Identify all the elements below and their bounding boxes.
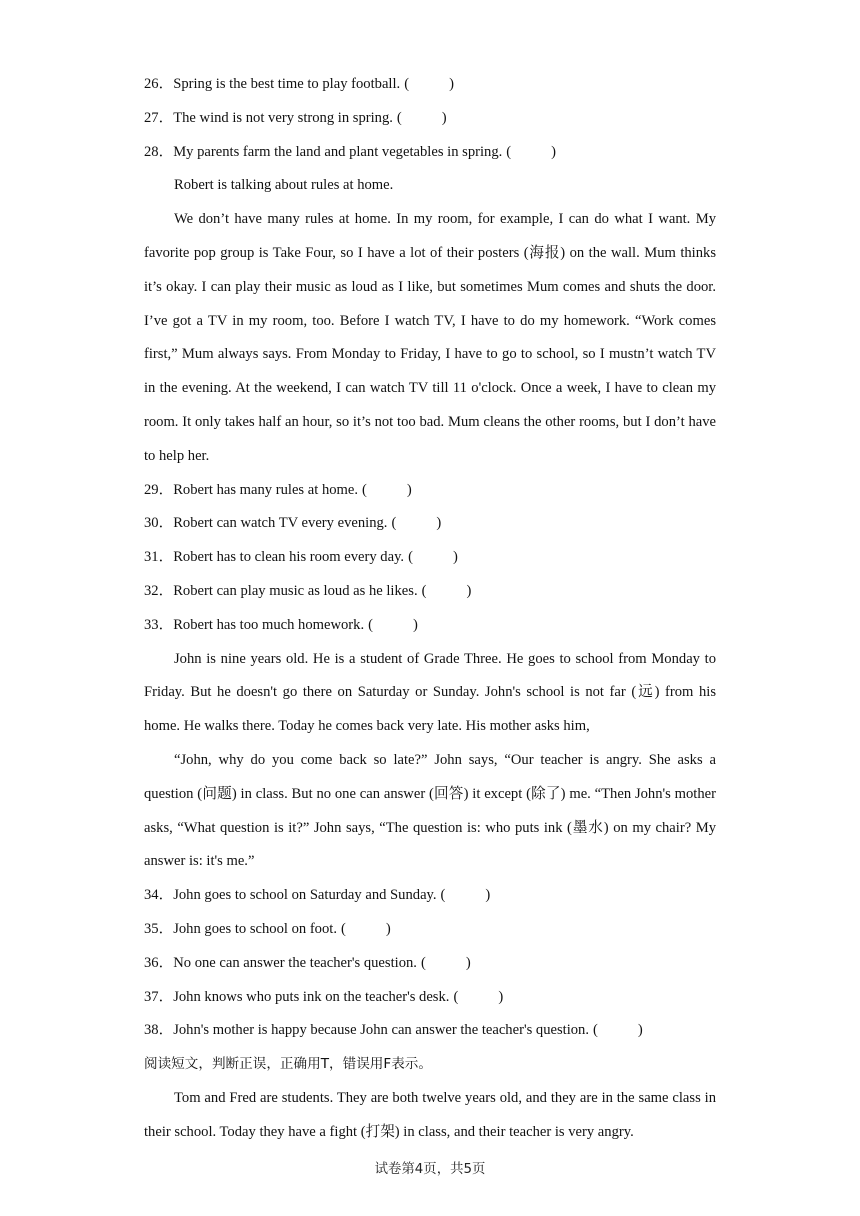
passage-john-paragraph-1: John is nine years old. He is a student of Grade Three. He goes to school from Monday to Friday. But he doesn't go there on Saturday or Sunday. John's school is not far (远) from his home. He walks there. Today he comes back very late. His mother asks him,: [144, 650, 716, 735]
question-item: [144, 879, 716, 913]
question-item: [144, 102, 716, 136]
question-group-spring: [144, 68, 716, 169]
answer-blank-open: (: [421, 582, 427, 599]
answer-blank-open: (: [340, 920, 346, 937]
question-item: [144, 1014, 716, 1048]
passage-robert-body: We don’t have many rules at home. In my room, for example, I can do what I want. My favorite pop group is Take Four, so I have a lot of their posters (海报) on the wall. Mum thinks it’s okay. I can play their music as loud as I like, but sometimes Mum comes and shuts the door. I’ve got a TV in my room, too. Before I watch TV, I have to do my homework. “Work comes first,” Mum always says. From Monday to Friday, I have to go to school, so I mustn’t watch TV in the evening. At the weekend, I can watch TV till 11 o'clock. Once a week, I have to clean my room. It only takes half an hour, so it’s not too bad. Mum cleans the other rooms, but I don’t have to help her.: [144, 211, 716, 464]
answer-blank-close: ): [385, 920, 391, 937]
question-number: 29．: [144, 481, 174, 498]
question-text: Robert has to clean his room every day.: [173, 549, 405, 566]
answer-blank-open: (: [391, 515, 397, 532]
answer-blank[interactable]: [453, 981, 503, 1015]
question-item: [144, 609, 716, 643]
question-item: [144, 68, 716, 102]
question-text: Robert has many rules at home.: [173, 481, 359, 498]
section-instruction: 阅读短文，判断正误，正确用T，错误用F表示。: [144, 1056, 432, 1073]
question-text: John's mother is happy because John can answer the teacher's question.: [173, 1022, 589, 1039]
question-text: John knows who puts ink on the teacher's desk.: [173, 988, 450, 1005]
question-number: 35．: [144, 920, 174, 937]
question-item: [144, 507, 716, 541]
answer-blank-close: ): [412, 616, 418, 633]
question-text: My parents farm the land and plant vegetables in spring.: [173, 143, 503, 160]
question-text: Robert can watch TV every evening.: [173, 515, 388, 532]
answer-blank-open: (: [368, 616, 373, 633]
question-text: No one can answer the teacher's question.: [173, 954, 417, 971]
question-group-robert: [144, 474, 716, 643]
question-text: Robert has too much homework.: [173, 616, 365, 633]
answer-blank[interactable]: [404, 68, 454, 102]
question-number: 26．: [144, 76, 174, 92]
question-number: 32．: [144, 582, 174, 599]
passage-john-paragraph-2: “John, why do you come back so late?” John says, “Our teacher is angry. She asks a question (问题) in class. But no one can answer (回答) it except (除了) me. “Then John's mother asks, “What question is it?” John says, “The question is: who puts ink (墨水) on my chair? My answer is: it's me.”: [144, 751, 716, 870]
question-item: [144, 947, 716, 981]
answer-blank[interactable]: [506, 136, 556, 170]
answer-blank-open: (: [362, 481, 367, 498]
answer-blank-close: ): [449, 76, 454, 92]
question-text: Spring is the best time to play football.: [173, 76, 401, 92]
answer-blank[interactable]: [368, 609, 418, 643]
answer-blank-open: (: [506, 143, 512, 160]
question-item: [144, 575, 716, 609]
question-number: 38．: [144, 1022, 174, 1039]
answer-blank-open: (: [396, 109, 402, 126]
answer-blank-close: ): [551, 143, 557, 160]
answer-blank-close: ): [465, 954, 471, 971]
answer-blank-open: (: [440, 887, 446, 904]
question-text: The wind is not very strong in spring.: [173, 109, 393, 126]
question-number: 31．: [144, 549, 174, 566]
passage-robert-intro: Robert is talking about rules at home.: [174, 177, 394, 194]
question-number: 33．: [144, 616, 174, 633]
answer-blank[interactable]: [593, 1014, 643, 1048]
question-number: 34．: [144, 887, 174, 904]
answer-blank-open: (: [404, 76, 410, 92]
question-group-john: [144, 879, 716, 1048]
answer-blank[interactable]: [422, 575, 472, 609]
page-content: [144, 68, 716, 1150]
question-text: Robert can play music as loud as he likes.: [173, 582, 418, 599]
answer-blank[interactable]: [391, 507, 441, 541]
question-item: [144, 541, 716, 575]
answer-blank-close: ): [485, 887, 491, 904]
answer-blank[interactable]: [441, 879, 491, 913]
question-item: [144, 913, 716, 947]
answer-blank[interactable]: [421, 947, 471, 981]
answer-blank[interactable]: [397, 102, 447, 136]
question-item: [144, 136, 716, 170]
answer-blank-close: ): [466, 582, 472, 599]
answer-blank-close: ): [406, 481, 412, 498]
question-number: 27．: [144, 109, 174, 126]
answer-blank-close: ): [452, 549, 458, 566]
answer-blank-close: ): [436, 515, 442, 532]
answer-blank-open: (: [453, 988, 459, 1005]
answer-blank-open: (: [408, 549, 413, 566]
answer-blank[interactable]: [341, 913, 391, 947]
question-number: 37．: [144, 988, 174, 1005]
question-text: John goes to school on Saturday and Sunday.: [173, 887, 437, 904]
answer-blank[interactable]: [408, 541, 458, 575]
answer-blank-open: (: [420, 954, 426, 971]
answer-blank-close: ): [498, 988, 504, 1005]
answer-blank-open: (: [593, 1022, 598, 1039]
question-item: [144, 981, 716, 1015]
answer-blank[interactable]: [362, 474, 412, 508]
question-number: 36．: [144, 954, 174, 971]
page-footer: 试卷第4页，共5页: [374, 1162, 486, 1177]
question-item: [144, 474, 716, 508]
question-number: 30．: [144, 515, 174, 532]
answer-blank-close: ): [441, 109, 447, 126]
question-number: 28．: [144, 143, 174, 160]
answer-blank-close: ): [637, 1022, 643, 1039]
question-text: John goes to school on foot.: [173, 920, 337, 937]
passage-tom-paragraph-1: Tom and Fred are students. They are both twelve years old, and they are in the same class in their school. Today they have a fight (打架) in class, and their teacher is very angry.: [144, 1089, 716, 1140]
